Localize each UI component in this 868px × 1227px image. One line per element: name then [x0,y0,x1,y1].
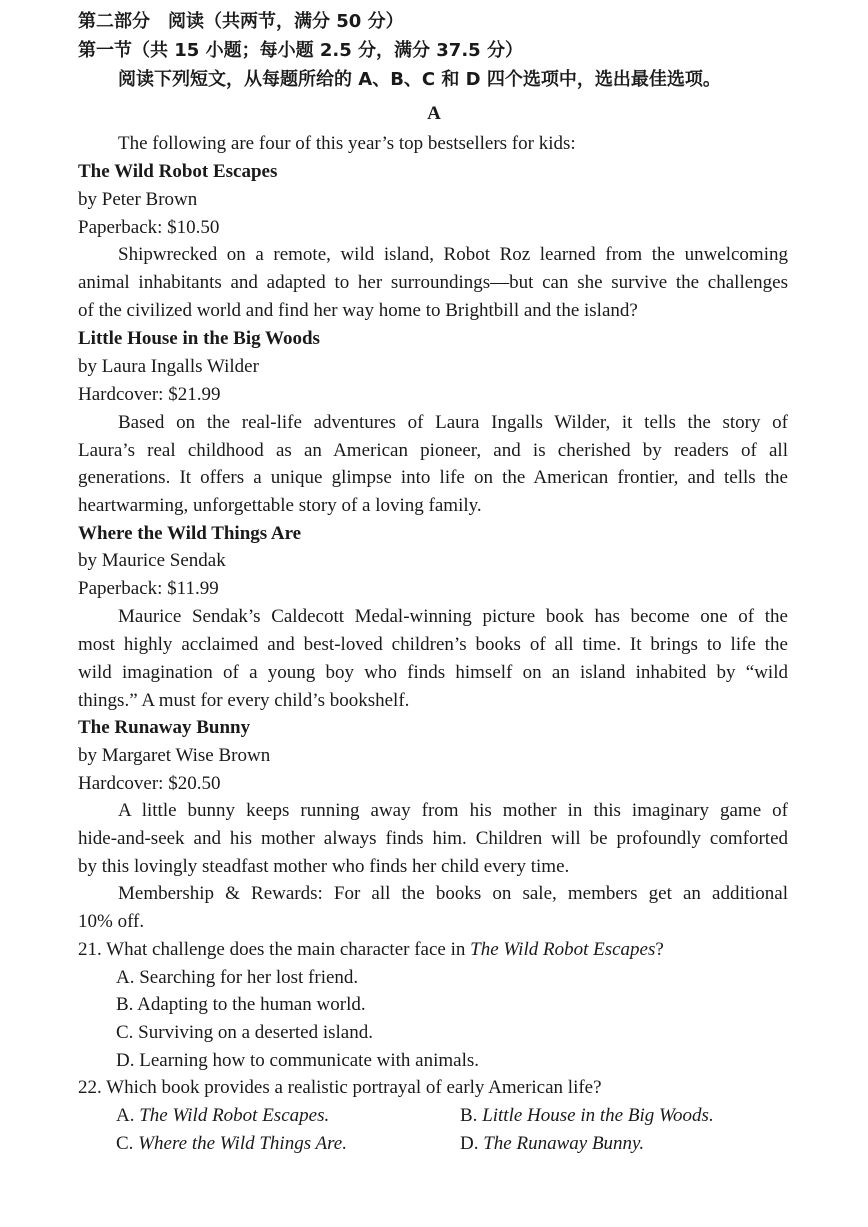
book-author: by Laura Ingalls Wilder [78,356,259,377]
instruction-text: 阅读下列短文，从每题所给的 A、B、C 和 D 四个选项中，选出最佳选项。 [118,69,721,90]
question-21-option-c[interactable]: C. Surviving on a deserted island. [116,1022,373,1043]
book-author: by Peter Brown [78,189,198,210]
book-format-price: Hardcover: $20.50 [78,773,221,794]
book-title: The Wild Robot Escapes [78,161,278,182]
book-description-line: A little bunny keeps running away from his mother in this imaginary game of [118,800,788,821]
book-title: Little House in the Big Woods [78,328,320,349]
book-description-line: Maurice Sendak’s Caldecott Medal-winning picture book has become one of the [118,606,788,627]
question-stem-title: The Wild Robot Escapes [470,939,656,960]
question-22-option-b[interactable] [460,1102,714,1130]
question-stem-punct: ? [655,939,664,960]
book-description-line: wild imagination of a young boy who finds himself on an island inhabited by “wild [78,662,788,683]
question-21-stem [78,936,664,964]
question-21-option-a[interactable]: A. Searching for her lost friend. [116,967,359,988]
question-stem-text: 21. What challenge does the main character face in [78,939,471,960]
option-text: Where the Wild Things Are. [138,1133,347,1154]
book-description-line: of the civilized world and find her way home to Brightbill and the island? [78,300,638,321]
option-text: Little House in the Big Woods. [482,1105,714,1126]
option-letter: D. [460,1133,484,1154]
option-letter: B. [460,1105,483,1126]
question-22-stem: 22. Which book provides a realistic portrayal of early American life? [78,1077,602,1098]
membership-note: 10% off. [78,911,145,932]
book-description-line: Laura’s real childhood as an American pioneer, and is cherished by readers of all [78,440,788,461]
option-letter: A. [116,1105,140,1126]
question-21-option-b[interactable]: B. Adapting to the human world. [116,994,366,1015]
part-heading: 第二部分 阅读（共两节，满分 50 分） [78,11,404,32]
book-description-line: things.” A must for every child’s bookshelf. [78,690,410,711]
membership-note: Membership & Rewards: For all the books on sale, members get an additional [118,883,788,904]
question-22-option-c[interactable] [116,1130,347,1158]
book-description-line: most highly acclaimed and best-loved children’s books of all time. It brings to life the [78,634,788,655]
section-heading: 第一节（共 15 小题；每小题 2.5 分，满分 37.5 分） [78,40,523,61]
book-format-price: Paperback: $11.99 [78,578,219,599]
book-author: by Margaret Wise Brown [78,745,271,766]
book-description-line: Shipwrecked on a remote, wild island, Robot Roz learned from the unwelcoming [118,244,788,265]
question-22-option-d[interactable] [460,1130,644,1158]
book-author: by Maurice Sendak [78,550,226,571]
option-text: The Runaway Bunny. [483,1133,645,1154]
book-format-price: Hardcover: $21.99 [78,384,221,405]
intro-text: The following are four of this year’s top bestsellers for kids: [118,133,576,154]
book-format-price: Paperback: $10.50 [78,217,220,238]
question-22-option-a[interactable] [116,1102,329,1130]
book-title: Where the Wild Things Are [78,523,302,544]
book-description-line: animal inhabitants and adapted to her surroundings—but can she survive the challenges [78,272,788,293]
question-21-option-d[interactable]: D. Learning how to communicate with animals. [116,1050,480,1071]
book-description-line: hide-and-seek and his mother always finds him. Children will be profoundly comforted [78,828,788,849]
passage-label: A [427,103,441,124]
book-description-line: Based on the real-life adventures of Laura Ingalls Wilder, it tells the story of [118,412,788,433]
option-letter: C. [116,1133,139,1154]
option-text: The Wild Robot Escapes. [139,1105,330,1126]
book-description-line: by this lovingly steadfast mother who finds her child every time. [78,856,570,877]
book-title: The Runaway Bunny [78,717,251,738]
book-description-line: heartwarming, unforgettable story of a loving family. [78,495,482,516]
book-description-line: generations. It offers a unique glimpse into life on the American frontier, and tells the [78,467,788,488]
